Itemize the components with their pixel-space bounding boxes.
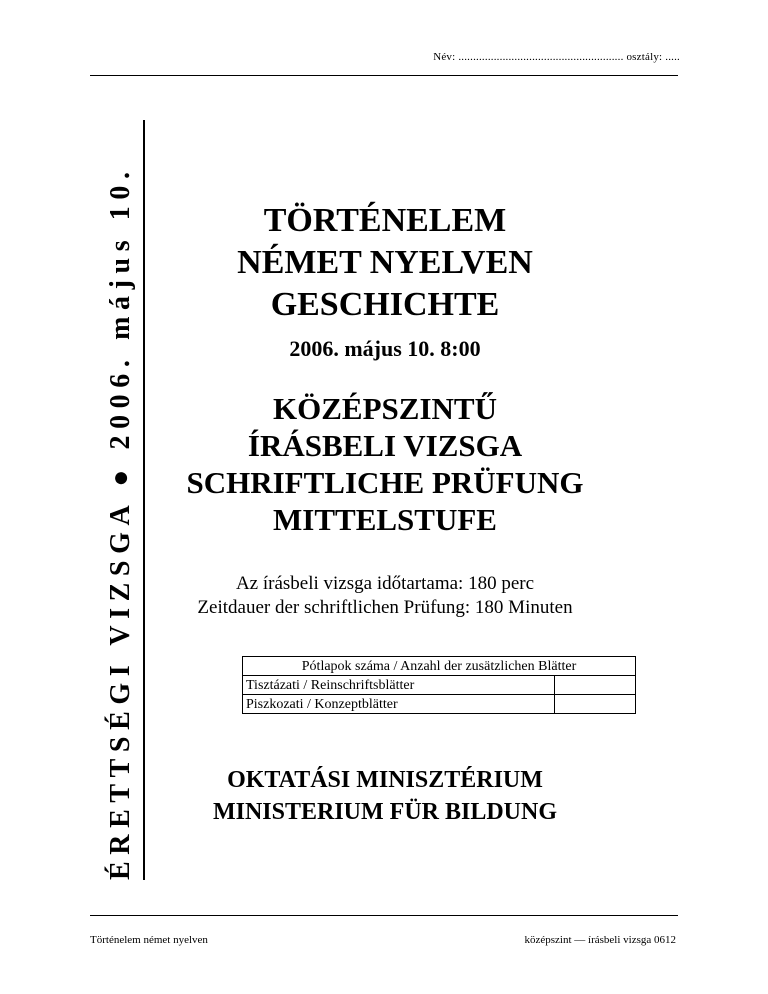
ministry-line: OKTATÁSI MINISZTÉRIUM bbox=[227, 767, 543, 793]
title-line: GESCHICHTE bbox=[270, 286, 500, 323]
row-value-cell[interactable] bbox=[555, 676, 636, 695]
ministry-name bbox=[150, 764, 620, 828]
duration-line: Zeitdauer der schriftlichen Prüfung: 180 Minuten bbox=[197, 597, 573, 618]
footer-subject: Történelem német nyelven bbox=[90, 934, 208, 946]
level-line: SCHRIFTLICHE PRÜFUNG bbox=[186, 465, 584, 500]
title-line: TÖRTÉNELEM bbox=[263, 202, 507, 239]
table-row bbox=[243, 676, 636, 695]
duration-line: Az írásbeli vizsga időtartama: 180 perc bbox=[235, 573, 535, 594]
bottom-rule bbox=[90, 915, 678, 916]
level-line: KÖZÉPSZINTŰ bbox=[273, 391, 497, 426]
ministry-line: MINISTERIUM FÜR BILDUNG bbox=[212, 799, 558, 825]
side-title: ÉRETTSÉGI VIZSGA ● 2006. május 10. bbox=[105, 165, 136, 880]
footer-exam-code: középszint — írásbeli vizsga 0612 bbox=[524, 934, 676, 946]
side-rule bbox=[143, 120, 145, 880]
exam-duration bbox=[150, 572, 620, 620]
name-class-field: Név: ........................................................ osztály: ..... bbox=[433, 51, 680, 63]
subject-title bbox=[150, 200, 620, 326]
table-header-row bbox=[243, 657, 636, 676]
title-line: NÉMET NYELVEN bbox=[237, 244, 533, 281]
row-label: Piszkozati / Konzeptblätter bbox=[243, 695, 555, 714]
table-header: Pótlapok száma / Anzahl der zusätzlichen Blätter bbox=[243, 657, 636, 676]
exam-level bbox=[150, 390, 620, 538]
table-row bbox=[243, 695, 636, 714]
level-line: ÍRÁSBELI VIZSGA bbox=[247, 428, 523, 463]
exam-date-time: 2006. május 10. 8:00 bbox=[289, 336, 481, 361]
top-rule bbox=[90, 75, 678, 76]
level-line: MITTELSTUFE bbox=[273, 502, 497, 537]
row-label: Tisztázati / Reinschriftsblätter bbox=[243, 676, 555, 695]
row-value-cell[interactable] bbox=[555, 695, 636, 714]
extra-sheets-table bbox=[242, 656, 636, 714]
